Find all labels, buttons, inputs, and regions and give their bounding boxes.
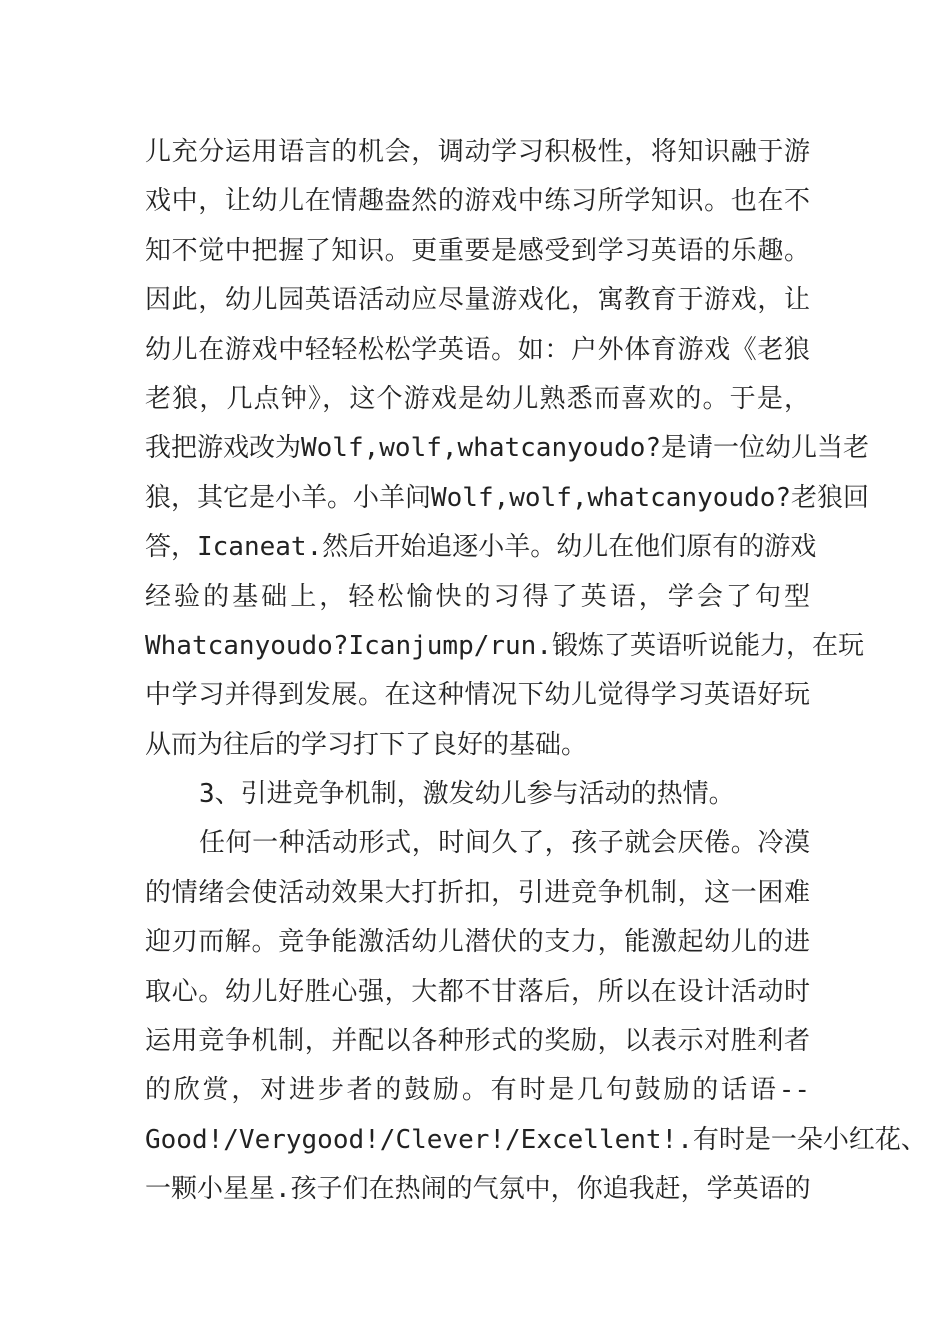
- section-heading: 3、引进竞争机制，激发幼儿参与活动的热情。: [199, 779, 735, 810]
- text-line-10: 经验的基础上，轻松愉快的习得了英语，学会了句型: [145, 581, 810, 612]
- body-text: [145, 128, 927, 1215]
- text-line-3: 知不觉中把握了知识。更重要是感受到学习英语的乐趣。: [145, 235, 810, 266]
- text-line-19: 运用竞争机制，并配以各种形式的奖励，以表示对胜利者: [145, 1026, 810, 1057]
- text-line-17: 迎刃而解。竞争能激活幼儿潜伏的支力，能激起幼儿的进: [145, 927, 810, 958]
- text-line-13: 从而为往后的学习打下了良好的基础。: [145, 729, 588, 760]
- text-line-5: 幼儿在游戏中轻轻松松学英语。如：户外体育游戏《老狼: [145, 334, 810, 365]
- text-line-1: 儿充分运用语言的机会，调动学习积极性，将知识融于游: [145, 137, 810, 167]
- text-line-20: 的欣赏，对进步者的鼓励。有时是几句鼓励的话语--: [145, 1075, 810, 1106]
- text-line-7: 我把游戏改为Wolf,wolf,whatcanyoudo?是请一位幼儿当老: [145, 433, 870, 464]
- text-line-18: 取心。幼儿好胜心强，大都不甘落后，所以在设计活动时: [145, 976, 810, 1007]
- text-line-6: 老狼，几点钟》，这个游戏是幼儿熟悉而喜欢的。于是，: [145, 383, 810, 414]
- text-line-12: 中学习并得到发展。在这种情况下幼儿觉得学习英语好玩: [145, 680, 810, 711]
- text-line-16: 的情绪会使活动效果大打折扣，引进竞争机制，这一困难: [145, 877, 810, 908]
- text-line-8: 狼，其它是小羊。小羊问Wolf,wolf,whatcanyoudo?老狼回: [145, 482, 870, 513]
- text-line-2: 戏中，让幼儿在情趣盎然的游戏中练习所学知识。也在不: [145, 186, 810, 217]
- text-line-21: Good!/Verygood!/Clever!/Excellent!.有时是一朵小红花、: [145, 1124, 927, 1155]
- text-line-9: 答，Icaneat.然后开始追逐小羊。幼儿在他们原有的游戏: [145, 532, 817, 563]
- text-line-11: Whatcanyoudo?Icanjump/run.锻炼了英语听说能力，在玩: [145, 630, 864, 661]
- text-line-4: 因此，幼儿园英语活动应尽量游戏化，寓教育于游戏，让: [145, 285, 810, 316]
- text-line-15: 任何一种活动形式，时间久了，孩子就会厌倦。冷漠: [199, 828, 810, 859]
- text-line-22: 一颗小星星.孩子们在热闹的气氛中，你追我赶，学英语的: [145, 1174, 811, 1205]
